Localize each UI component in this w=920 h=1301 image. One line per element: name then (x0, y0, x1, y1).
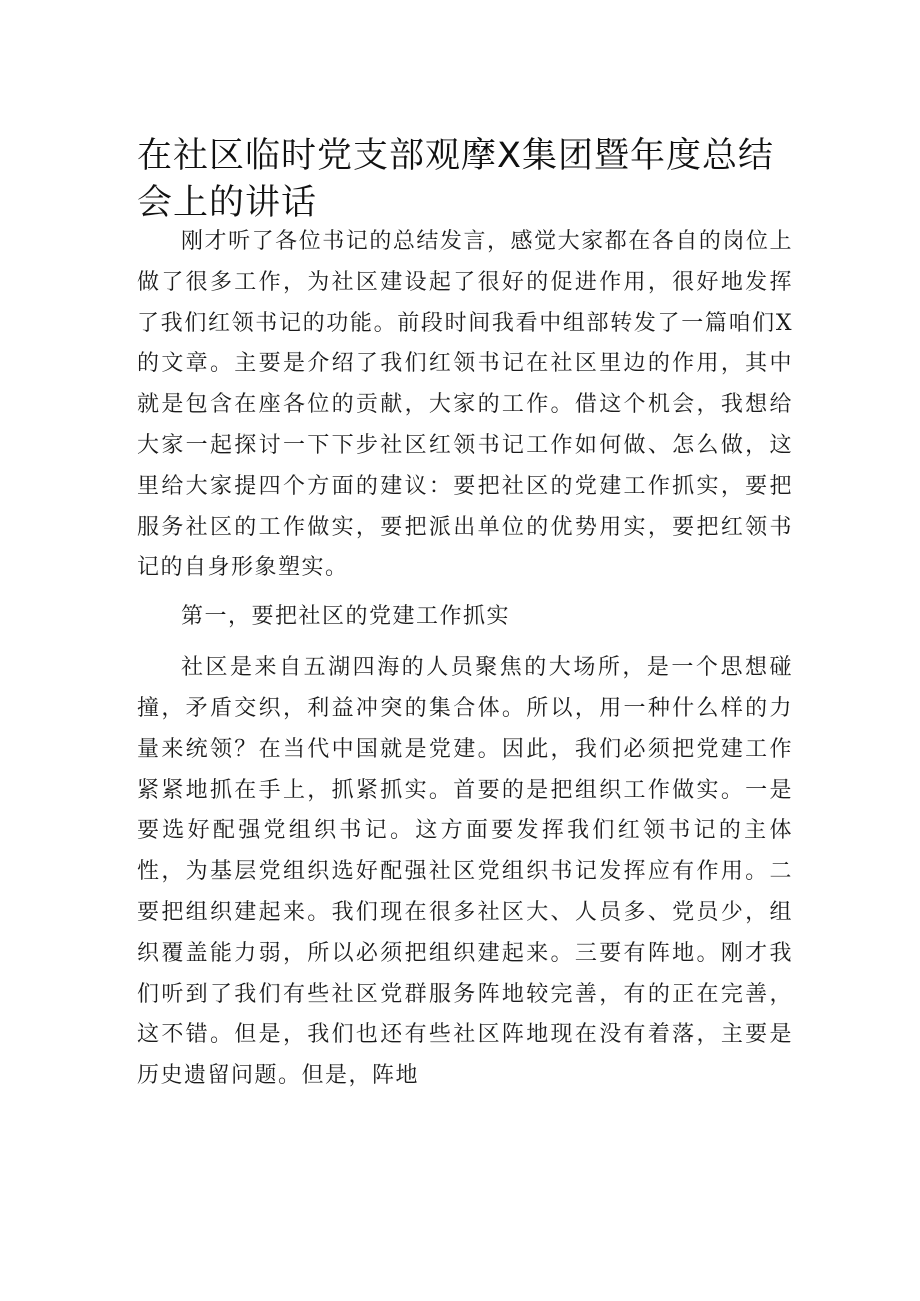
document-body (137, 222, 793, 1097)
section-heading-first: 第一，要把社区的党建工作抓实 (181, 604, 511, 630)
document-title: 在社区临时党支部观摩X集团暨年度总结会上的讲话 (137, 136, 774, 223)
opening-paragraph: 刚才听了各位书记的总结发言，感觉大家都在各自的岗位上做了很多工作，为社区建设起了很好的促进作用，很好地发挥了我们红领书记的功能。前段时间我看中组部转发了一篇咱们X的文章。主要是介绍了我们红领书记在社区里边的作用，其中就是包含在座各位的贡献，大家的工作。借这个机会，我想给大家一起探讨一下下步社区红领书记工作如何做、怎么做，这里给大家提四个方面的建议：要把社区的党建工作抓实，要把服务社区的工作做实，要把派出单位的优势用实，要把红领书记的自身形象塑实。 (137, 229, 793, 581)
section-one-paragraph: 社区是来自五湖四海的人员聚焦的大场所，是一个思想碰撞，矛盾交织，利益冲突的集合体。所以，用一种什么样的力量来统领？在当代中国就是党建。因此，我们必须把党建工作紧紧地抓在手上，抓紧抓实。首要的是把组织工作做实。一是要选好配强党组织书记。这方面要发挥我们红领书记的主体性，为基层党组织选好配强社区党组织书记发挥应有作用。二要把组织建起来。我们现在很多社区大、人员多、党员少，组织覆盖能力弱，所以必须把组织建起来。三要有阵地。刚才我们听到了我们有些社区党群服务阵地较完善，有的正在完善，这不错。但是，我们也还有些社区阵地现在没有着落，主要是历史遗留问题。但是，阵地 (137, 655, 793, 1089)
